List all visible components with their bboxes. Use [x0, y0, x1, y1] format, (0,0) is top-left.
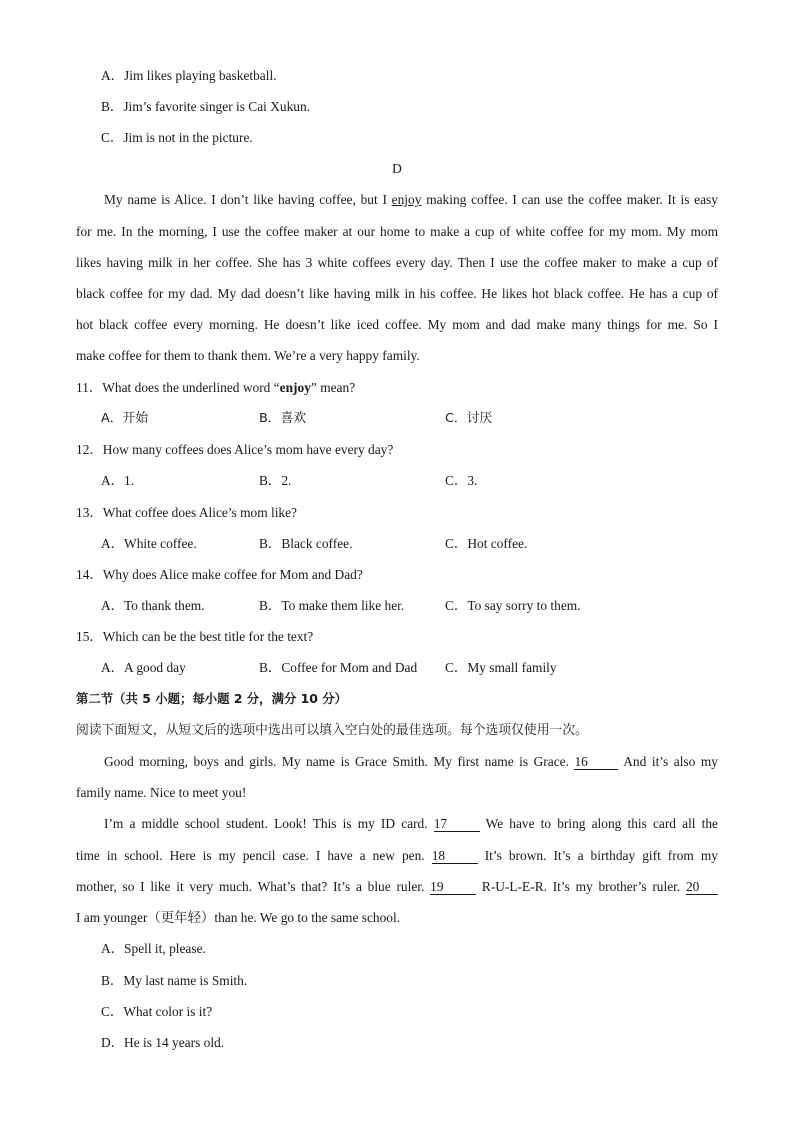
cloze-text: I’m a middle school student. Look! This is my ID card.	[104, 816, 428, 831]
blank-17[interactable]: 17	[434, 817, 480, 832]
q14-option-c[interactable]: C．To say sorry to them.	[445, 598, 581, 613]
passage-line-3: likes having milk in her coffee. She has 3 white coffees every day. Then I use the coffee maker to make a cup of	[76, 255, 718, 270]
cloze-line-1	[104, 754, 718, 770]
question-15: 15．Which can be the best title for the text?	[76, 629, 314, 644]
question-14: 14．Why does Alice make coffee for Mom and Dad?	[76, 567, 363, 582]
question-text: ” mean?	[310, 380, 356, 395]
q15-option-c[interactable]: C．My small family	[445, 660, 557, 675]
question-bold-word: enjoy	[279, 380, 311, 395]
q13-option-c[interactable]: C．Hot coffee.	[445, 536, 528, 551]
q13-option-a[interactable]: A．White coffee.	[101, 536, 197, 551]
cloze-line-4	[76, 848, 718, 864]
cloze-option-d[interactable]: D．He is 14 years old.	[101, 1035, 225, 1050]
section-instruction: 阅读下面短文，从短文后的选项中选出可以填入空白处的最佳选项。每个选项仅使用一次。	[76, 723, 588, 738]
prev-option-c: C．Jim is not in the picture.	[101, 130, 253, 145]
q11-option-a[interactable]: A．开始	[101, 411, 149, 426]
blank-16[interactable]: 16	[574, 755, 618, 770]
underlined-word: enjoy	[391, 192, 422, 207]
q15-option-b[interactable]: B．Coffee for Mom and Dad	[259, 660, 418, 675]
cloze-text: Good morning, boys and girls. My name is Grace Smith. My first name is Grace.	[104, 754, 569, 769]
prev-option-b: B．Jim’s favorite singer is Cai Xukun.	[101, 99, 311, 114]
cloze-line-5	[76, 879, 718, 895]
passage-line-5: hot black coffee every morning. He doesn’t like iced coffee. My mom and dad make many things for me. So I	[76, 317, 718, 332]
q14-option-b[interactable]: B．To make them like her.	[259, 598, 405, 613]
cloze-option-b[interactable]: B．My last name is Smith.	[101, 973, 248, 988]
passage-line-2: for me. In the morning, I use the coffee maker at our home to make a cup of white coffee for my mom. My mom	[76, 224, 718, 239]
q14-option-a[interactable]: A．To thank them.	[101, 598, 205, 613]
q15-option-a[interactable]: A．A good day	[101, 660, 186, 675]
cloze-text: R-U-L-E-R. It’s my brother’s ruler.	[481, 879, 681, 894]
question-13: 13．What coffee does Alice’s mom like?	[76, 505, 298, 520]
q11-option-b[interactable]: B．喜欢	[259, 411, 307, 426]
question-text: 11．What does the underlined word “	[76, 380, 280, 395]
passage-text: My name is Alice. I don’t like having coffee, but I	[104, 192, 387, 207]
cloze-line-3	[104, 816, 718, 832]
cloze-option-a[interactable]: A．Spell it, please.	[101, 941, 206, 956]
passage-label: D	[392, 161, 402, 176]
blank-20[interactable]: 20	[686, 880, 718, 895]
section-heading: 第二节（共 5 小题；每小题 2 分，满分 10 分）	[76, 691, 348, 706]
blank-18[interactable]: 18	[432, 849, 478, 864]
question-11	[76, 380, 718, 396]
cloze-line-2: family name. Nice to meet you!	[76, 785, 247, 800]
q12-option-a[interactable]: A．1.	[101, 473, 135, 488]
passage-line-6: make coffee for them to thank them. We’re a very happy family.	[76, 348, 420, 363]
passage-line-1	[104, 192, 718, 208]
cloze-text: time in school. Here is my pencil case. I have a new pen.	[76, 848, 425, 863]
question-12: 12．How many coffees does Alice’s mom have every day?	[76, 442, 394, 457]
q11-option-c[interactable]: C．讨厌	[445, 411, 493, 426]
cloze-text: And it’s also my	[623, 754, 718, 769]
q12-option-b[interactable]: B．2.	[259, 473, 292, 488]
passage-line-4: black coffee for my dad. My dad doesn’t like having milk in his coffee. He likes hot black coffee. He has a cup of	[76, 286, 718, 301]
blank-19[interactable]: 19	[430, 880, 476, 895]
cloze-text: We have to bring along this card all the	[485, 816, 718, 831]
q12-option-c[interactable]: C．3.	[445, 473, 478, 488]
prev-option-a: A．Jim likes playing basketball.	[101, 68, 277, 83]
cloze-text: mother, so I like it very much. What’s that? It’s a blue ruler.	[76, 879, 425, 894]
cloze-line-6: I am younger（更年轻）than he. We go to the same school.	[76, 910, 401, 925]
passage-text: making coffee. I can use the coffee maker. It is easy	[426, 192, 718, 207]
q13-option-b[interactable]: B．Black coffee.	[259, 536, 353, 551]
cloze-option-c[interactable]: C．What color is it?	[101, 1004, 213, 1019]
cloze-text: It’s brown. It’s a birthday gift from my	[484, 848, 718, 863]
